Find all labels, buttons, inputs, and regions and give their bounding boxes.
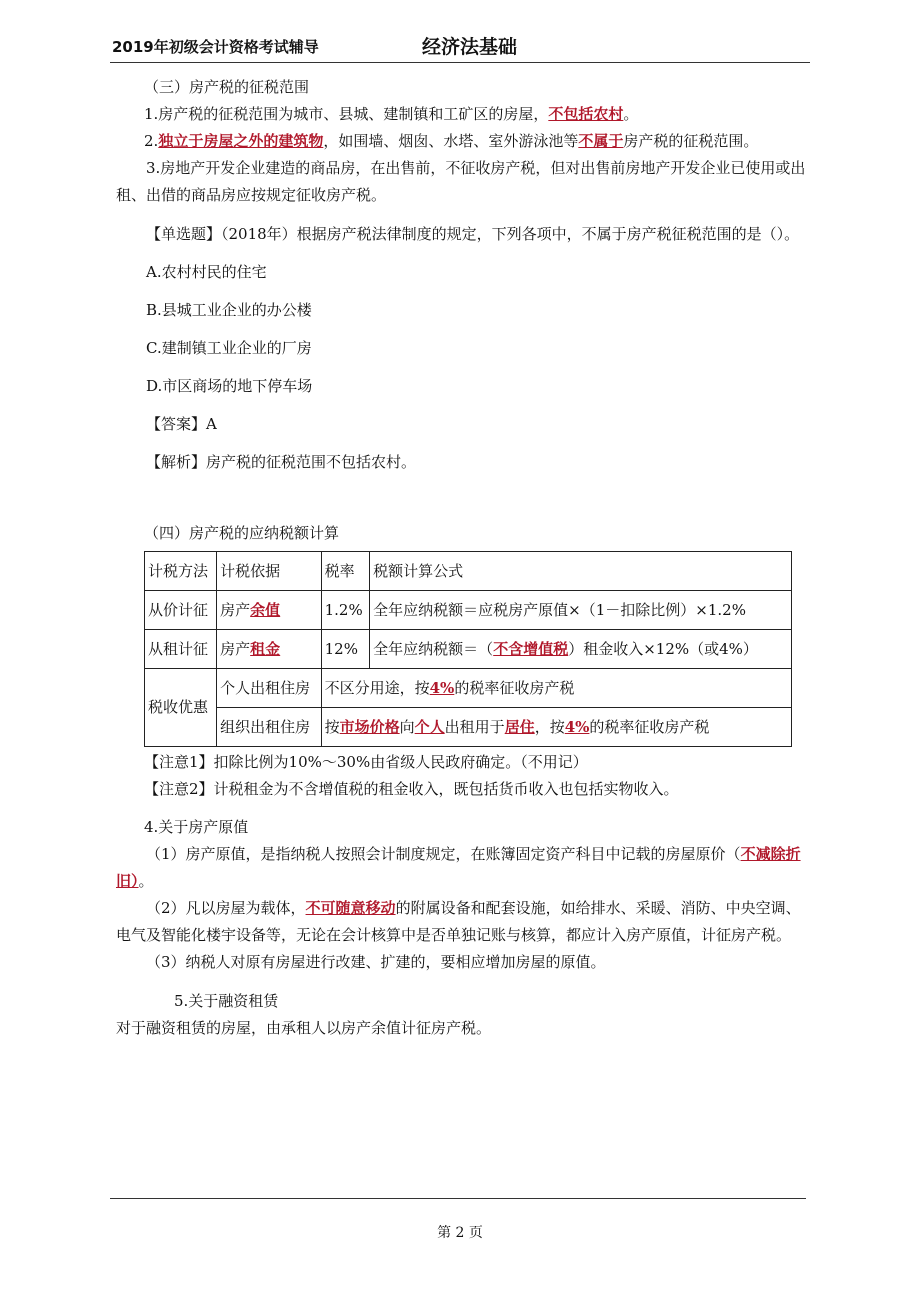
table-cell: 1.2% [321, 591, 370, 630]
table-row [145, 630, 792, 669]
emphasis: 余值 [250, 600, 281, 619]
note-1: 【注意1】扣除比例为10%～30%由省级人民政府确定。（不用记） [144, 753, 588, 771]
question-option-d: D.市区商场的地下停车场 [146, 377, 313, 395]
table-cell: 房产租金 [217, 630, 321, 669]
table-header-cell: 税额计算公式 [370, 552, 792, 591]
table-cell: 不区分用途，按4%的税率征收房产税 [321, 669, 791, 708]
original-value-item-2: （2）凡以房屋为载体，不可随意移动的附属设备和配套设施，如给排水、采暖、消防、中央空调、电气及智能化楼宇设备等，无论在会计核算中是否单独记账与核算，都应计入房产原值，计征房产税。 [116, 899, 801, 944]
question-answer: 【答案】A [146, 415, 217, 433]
question-option-a: A.农村村民的住宅 [146, 263, 267, 281]
table-cell: 组织出租住房 [217, 708, 321, 747]
emphasis: 不包括农村 [548, 105, 624, 123]
table-cell: 全年应纳税额＝（不含增值税）租金收入×12%（或4%） [370, 630, 792, 669]
header-course-title: 2019年初级会计资格考试辅导 [112, 38, 319, 56]
table-header-cell: 税率 [321, 552, 370, 591]
page-content [116, 74, 812, 1042]
table-cell: 房产余值 [217, 591, 321, 630]
section-3-item-3: 3.房地产开发企业建造的商品房，在出售前，不征收房产税，但对出售前房地产开发企业已使用或出租、出借的商品房应按规定征收房产税。 [116, 159, 806, 204]
emphasis: 市场价格 [339, 717, 400, 736]
table-header-row [145, 552, 792, 591]
table-cell: 从租计征 [145, 630, 217, 669]
note-2: 【注意2】计税租金为不含增值税的租金收入，既包括货币收入也包括实物收入。 [144, 780, 679, 798]
emphasis: 独立于房屋之外的建筑物 [158, 132, 324, 150]
emphasis: 4% [564, 717, 590, 736]
question-option-b: B.县城工业企业的办公楼 [146, 301, 312, 319]
question-analysis: 【解析】房产税的征税范围不包括农村。 [146, 453, 417, 471]
section-3-title: （三）房产税的征税范围 [144, 78, 310, 96]
emphasis: 不属于 [578, 132, 624, 150]
table-row [145, 708, 792, 747]
section-3-item-2: 2.独立于房屋之外的建筑物，如围墙、烟囱、水塔、室外游泳池等不属于房产税的征税范围。 [144, 132, 759, 150]
section-4-heading-original-value: 4.关于房产原值 [144, 818, 249, 836]
original-value-item-3: （3）纳税人对原有房屋进行改建、扩建的，要相应增加房屋的原值。 [146, 953, 606, 971]
page-header [110, 30, 810, 63]
tax-calculation-table [144, 551, 792, 747]
finance-lease-text: 对于融资租赁的房屋，由承租人以房产余值计征房产税。 [116, 1019, 492, 1037]
section-3-item-1: 1.房产税的征税范围为城市、县城、建制镇和工矿区的房屋，不包括农村。 [144, 105, 639, 123]
section-4-title: （四）房产税的应纳税额计算 [144, 524, 340, 542]
emphasis: 不减除折旧） [116, 845, 801, 890]
emphasis: 不可随意移动 [305, 899, 396, 917]
footer-divider [110, 1198, 806, 1199]
section-5-heading-finance-lease: 5.关于融资租赁 [174, 992, 279, 1010]
table-cell: 税收优惠 [145, 669, 217, 747]
original-value-item-1: （1）房产原值，是指纳税人按照会计制度规定，在账簿固定资产科目中记载的房屋原价（不减除折旧）。 [116, 845, 801, 890]
table-cell: 全年应纳税额＝应税房产原值×（1－扣除比例）×1.2% [370, 591, 792, 630]
table-cell: 从价计征 [145, 591, 217, 630]
table-header-cell: 计税依据 [217, 552, 321, 591]
emphasis: 居住 [504, 717, 535, 736]
table-cell: 按市场价格向个人出租用于居住，按4%的税率征收房产税 [321, 708, 791, 747]
page-number: 第 2 页 [437, 1225, 483, 1241]
question-stem: 【单选题】（2018年）根据房产税法律制度的规定，下列各项中，不属于房产税征税范围的是（）。 [146, 225, 800, 243]
table-cell: 个人出租住房 [217, 669, 321, 708]
emphasis: 4% [429, 678, 455, 697]
table-row [145, 669, 792, 708]
table-row [145, 591, 792, 630]
emphasis: 个人 [414, 717, 445, 736]
table-header-cell: 计税方法 [145, 552, 217, 591]
question-option-c: C.建制镇工业企业的厂房 [146, 339, 312, 357]
emphasis: 不含增值税 [493, 639, 569, 658]
table-cell: 12% [321, 630, 370, 669]
emphasis: 租金 [250, 639, 281, 658]
header-subject: 经济法基础 [422, 36, 518, 58]
